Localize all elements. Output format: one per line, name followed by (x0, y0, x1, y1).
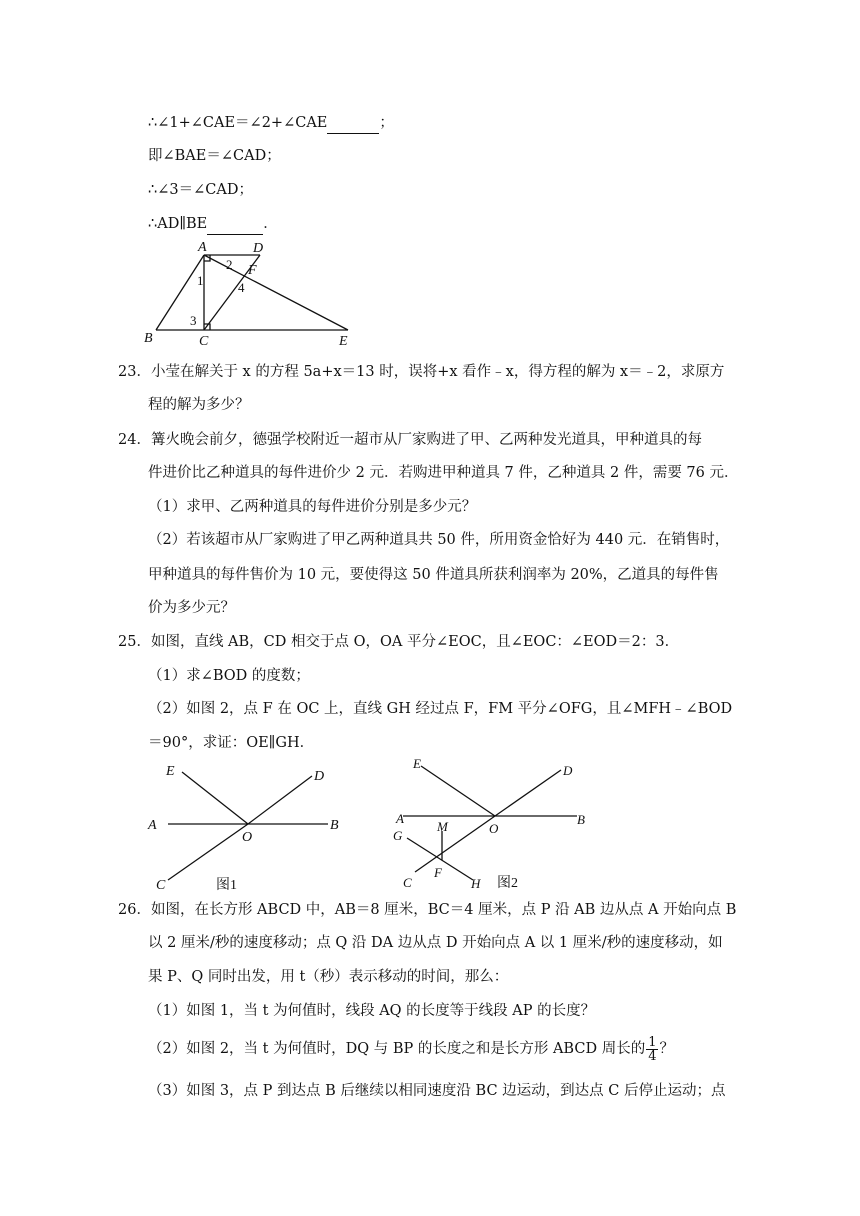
proof-line-1-text: ∴∠1+∠CAE＝∠2+∠CAE (148, 115, 328, 131)
q26-line-2: 以 2 厘米/秒的速度移动；点 Q 沿 DA 边从点 D 开始向点 A 以 1 厘米/秒的速度移动，如 (148, 935, 723, 951)
q25-line-1: 25．如图，直线 AB，CD 相交于点 O，OA 平分∠EOC，且∠EOC：∠EOD＝2：3． (118, 634, 680, 650)
label-C: C (403, 875, 412, 890)
q23-line-2: 程的解为多少？ (148, 397, 250, 413)
label-B: B (577, 812, 585, 827)
proof-line-1-end: ； (379, 115, 394, 131)
angle-1-label: 1 (197, 273, 204, 288)
q24-line-4: （2）若该超市从厂家购进了甲乙两种道具共 50 件，所用资金恰好为 440 元．在销售时， (148, 532, 730, 548)
angle-4-label: 4 (238, 280, 245, 295)
label-O: O (242, 830, 253, 845)
label-M: M (437, 819, 448, 834)
label-H: H (471, 876, 481, 891)
figure-q25-2 (385, 752, 605, 897)
q26-line-5-text: （2）如图 2，当 t 为何值时，DQ 与 BP 的长度之和是长方形 ABCD 周长的 (148, 1041, 646, 1057)
fraction-numerator: 1 (648, 1034, 657, 1050)
q26-line-3: 果 P、Q 同时出发，用 t（秒）表示移动的时间，那么： (148, 969, 509, 985)
q24-line-3: （1）求甲、乙两种道具的每件进价分别是多少元？ (148, 499, 477, 515)
label-C: C (156, 878, 166, 893)
q26-line-1: 26．如图，在长方形 ABCD 中，AB＝8 厘米，BC＝4 厘米，点 P 沿 AB 边从点 A 开始向点 B (118, 902, 737, 918)
label-A: A (198, 240, 207, 255)
q26-line-6: （3）如图 3，点 P 到达点 B 后继续以相同速度沿 BC 边运动，到达点 C 后停止运动；点 (148, 1083, 726, 1099)
label-B: B (144, 331, 153, 346)
label-E: E (166, 764, 175, 779)
proof-line-2: 即∠BAE＝∠CAD； (148, 148, 281, 164)
q25-line-3: （2）如图 2，点 F 在 OC 上，直线 GH 经过点 F，FM 平分∠OFG，且∠MFH﹣∠BOD (148, 701, 733, 717)
q24-line-6: 价为多少元？ (148, 600, 235, 616)
label-E: E (339, 334, 348, 349)
q24-line-1: 24．篝火晚会前夕，德强学校附近一超市从厂家购进了甲、乙两种发光道具，甲种道具的每 (118, 432, 702, 448)
proof-line-1 (148, 113, 394, 134)
proof-line-4-text: ∴AD∥BE (148, 216, 208, 232)
label-B: B (330, 818, 339, 833)
figure-caption: 图2 (497, 876, 518, 891)
label-E: E (413, 756, 421, 771)
label-A: A (396, 811, 404, 826)
label-F: F (434, 865, 442, 880)
label-O: O (489, 821, 499, 836)
q24-line-5: 甲种道具的每件售价为 10 元，要使得这 50 件道具所获利润率为 20%，乙道具的每件售 (148, 567, 719, 583)
label-D: D (314, 769, 325, 784)
label-G: G (393, 828, 403, 843)
label-D: D (253, 241, 264, 256)
angle-3-label: 3 (190, 313, 197, 328)
q25-line-2: （1）求∠BOD 的度数； (148, 668, 310, 684)
label-C: C (199, 334, 209, 349)
fraction-one-quarter (646, 1036, 658, 1063)
answer-blank (207, 214, 263, 235)
q26-line-5 (148, 1034, 674, 1064)
proof-line-4 (148, 214, 278, 235)
proof-line-3: ∴∠3＝∠CAD； (148, 182, 253, 198)
q24-line-2: 件进价比乙种道具的每件进价少 2 元．若购进甲种道具 7 件，乙种道具 2 件，需要 76 元． (148, 465, 739, 481)
proof-line-4-end: ． (263, 216, 278, 232)
q26-line-4: （1）如图 1，当 t 为何值时，线段 AQ 的长度等于线段 AP 的长度？ (148, 1003, 596, 1019)
label-D: D (563, 763, 573, 778)
answer-blank (327, 113, 379, 134)
q23-line-1: 23．小莹在解关于 x 的方程 5a+x＝13 时，误将+x 看作﹣x，得方程的解为 x＝﹣2，求原方 (118, 364, 725, 380)
q25-line-4: ＝90°，求证：OE∥GH． (148, 735, 315, 751)
label-A: A (148, 818, 157, 833)
figure-q22 (140, 238, 370, 350)
fraction-denominator: 4 (648, 1048, 657, 1064)
label-F: F (248, 263, 257, 278)
figure-q25-1 (140, 756, 360, 896)
figure-caption: 图1 (216, 878, 237, 893)
angle-2-label: 2 (226, 257, 233, 272)
q26-line-5-end: ？ (659, 1041, 674, 1057)
